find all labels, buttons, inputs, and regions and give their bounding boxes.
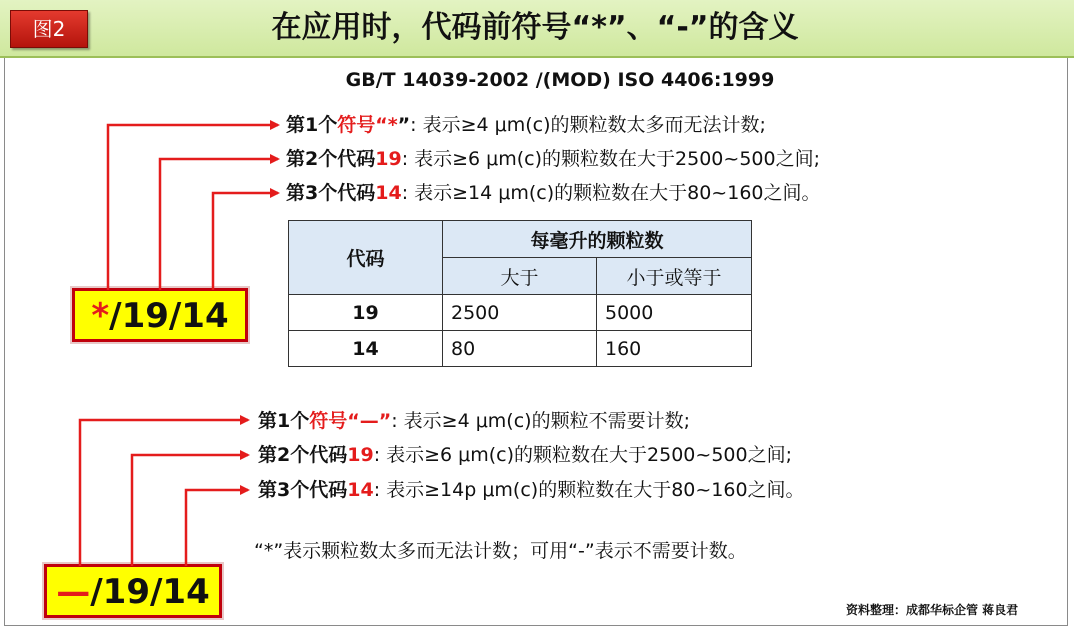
row-desc: : 表示≥4 μm(c)的颗粒不需要计数; (391, 410, 690, 432)
table-header-group: 每毫升的颗粒数 (443, 221, 752, 258)
table-cell-code: 14 (289, 331, 443, 367)
table-cell-more: 2500 (443, 295, 597, 331)
table-cell-more: 80 (443, 331, 597, 367)
credit-text: 资料整理：成都华标企管 蒋良君 (846, 603, 1019, 617)
arrow-2-1 (80, 420, 248, 566)
row-desc: : 表示≥4 μm(c)的颗粒数太多而无法计数; (410, 114, 766, 136)
code-symbol: — (56, 572, 91, 612)
row-prefix: 第2个代码 (258, 444, 348, 466)
arrow-1-1 (108, 125, 278, 290)
table-header-less: 小于或等于 (597, 258, 752, 295)
note-text: “*”表示颗粒数太多而无法计数；可用“-”表示不需要计数。 (254, 540, 747, 562)
row-key: 14 (347, 479, 374, 501)
table-header-code: 代码 (289, 221, 443, 295)
row-key: 符号“ (337, 114, 388, 136)
table-cell-less: 160 (597, 331, 752, 367)
standard-reference: GB/T 14039-2002 /(MOD) ISO 4406:1999 (345, 69, 775, 91)
row-prefix: 第1个 (258, 410, 310, 432)
row-key: 14 (375, 182, 402, 204)
row-desc: : 表示≥14p μm(c)的颗粒数在大于80~160之间。 (373, 479, 805, 501)
table-cell-less: 5000 (597, 295, 752, 331)
row-key: 19 (375, 148, 402, 170)
row-prefix: 第2个代码 (286, 148, 376, 170)
figure-badge: 图2 (10, 10, 88, 48)
arrow-2-3 (186, 490, 248, 566)
arrow-1-2 (160, 159, 278, 290)
code-symbol: * (91, 296, 110, 336)
row-close-quote: ” (397, 114, 411, 136)
row-symbol: * (387, 114, 398, 136)
row-key: 19 (347, 444, 374, 466)
row-prefix: 第1个 (286, 114, 338, 136)
code-rest: /19/14 (90, 572, 210, 612)
arrow-2-2 (132, 455, 248, 566)
table-cell-code: 19 (289, 295, 443, 331)
row-desc: : 表示≥14 μm(c)的颗粒数在大于80~160之间。 (401, 182, 821, 204)
table-header-more: 大于 (443, 258, 597, 295)
row-key: 符号“—” (309, 410, 392, 432)
row-desc: : 表示≥6 μm(c)的颗粒数在大于2500~500之间; (373, 444, 792, 466)
row-desc: : 表示≥6 μm(c)的颗粒数在大于2500~500之间; (401, 148, 820, 170)
row-prefix: 第3个代码 (258, 479, 348, 501)
row-prefix: 第3个代码 (286, 182, 376, 204)
code-rest: /19/14 (109, 296, 229, 336)
page-title: 在应用时，代码前符号“*”、“-”的含义 (271, 10, 799, 45)
arrow-1-3 (213, 193, 278, 290)
